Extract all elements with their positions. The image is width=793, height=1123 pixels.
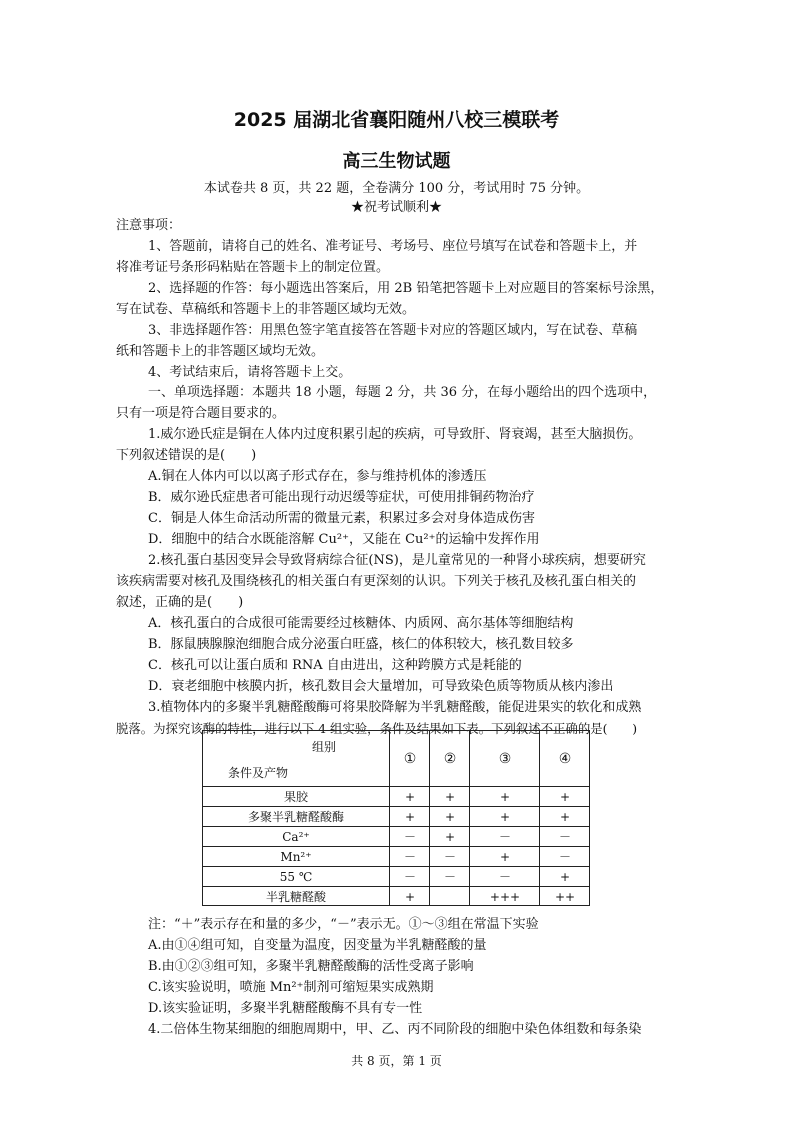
note-4: 4、考试结束后，请将答题卡上交。 (148, 365, 352, 380)
exam-title: 2025 届湖北省襄阳随州八校三模联考 (233, 109, 560, 131)
table-cell: + (404, 810, 416, 824)
q1-option-d: D．细胞中的结合水既能溶解 Cu²⁺，又能在 Cu²⁺的运输中发挥作用 (148, 532, 540, 547)
group-header-4: ④ (558, 751, 572, 767)
row-label-temperature: 55 ℃ (279, 870, 313, 884)
table-cell: + (404, 890, 416, 904)
q3-option-c: C.该实验说明，喷施 Mn²⁺制剂可缩短果实成熟期 (148, 980, 434, 995)
group-header-1: ① (403, 751, 417, 767)
table-cell: － (558, 830, 571, 844)
table-cell: + (559, 810, 571, 824)
table-cell: +++ (489, 890, 521, 904)
q1-option-b: B．威尔逊氏症患者可能出现行动迟缓等症状，可使用排铜药物治疗 (148, 490, 535, 505)
table-corner-bottom: 条件及产物 (228, 766, 289, 780)
row-label-calcium: Ca²⁺ (282, 830, 310, 844)
table-cell: － (403, 830, 416, 844)
row-label-manganese: Mn²⁺ (280, 850, 312, 864)
q2-option-a: A．核孔蛋白的合成很可能需要经过核糖体、内质网、高尔基体等细胞结构 (148, 616, 574, 631)
q2-stem-line-1: 2.核孔蛋白基因变异会导致肾病综合征(NS)，是儿童常见的一种肾小球疾病，想要研究 (148, 553, 646, 568)
table-cell: + (559, 790, 571, 804)
q1-stem-line-2: 下列叙述错误的是( ) (116, 448, 257, 463)
table-cell: ++ (554, 890, 576, 904)
exam-wish: ★祝考试顺利★ (350, 200, 442, 215)
notes-heading: 注意事项： (116, 218, 182, 233)
exam-info: 本试卷共 8 页，共 22 题，全卷满分 100 分，考试用时 75 分钟。 (203, 181, 590, 196)
q3-option-b: B.由①②③组可知，多聚半乳糖醛酸酶的活性受离子影响 (148, 959, 474, 974)
table-cell: － (403, 870, 416, 884)
table-cell: － (443, 870, 456, 884)
table-cell: － (443, 850, 456, 864)
row-label-enzyme: 多聚半乳糖醛酸酶 (247, 810, 344, 824)
table-cell: + (499, 810, 511, 824)
table-cell: + (444, 790, 456, 804)
note-2-line-1: 2、选择题的作答：每小题选出答案后，用 2B 铅笔把答题卡上对应题目的答案标号涂黑， (148, 281, 664, 296)
note-1-line-2: 将准考证号条形码粘贴在答题卡上的制定位置。 (116, 260, 390, 275)
table-cell: + (499, 790, 511, 804)
note-3-line-2: 纸和答题卡上的非答题区域均无效。 (116, 344, 325, 359)
q1-option-a: A.铜在人体内可以以离子形式存在，参与维持机体的渗透压 (148, 469, 487, 484)
table-cell: － (498, 830, 511, 844)
note-2-line-2: 写在试卷、草稿纸和答题卡上的非答题区域均无效。 (116, 302, 416, 317)
table-cell: + (499, 850, 511, 864)
table-cell: + (444, 830, 456, 844)
section-intro-line-2: 只有一项是符合题目要求的。 (116, 406, 286, 421)
group-header-3: ③ (498, 751, 512, 767)
q4-stem-line-1: 4.二倍体生物某细胞的细胞周期中，甲、乙、丙不同阶段的细胞中染色体组数和每条染 (148, 1022, 642, 1037)
row-label-product: 半乳糖醛酸 (265, 890, 326, 904)
q3-stem-line-1: 3.植物体内的多聚半乳糖醛酸酶可将果胶降解为半乳糖醛酸，能促进果实的软化和成熟 (148, 700, 642, 715)
q2-option-d: D．衰老细胞中核膜内折，核孔数目会大量增加，可导致染色质等物质从核内渗出 (148, 679, 614, 694)
table-corner-top: 组别 (312, 740, 337, 754)
q2-option-c: C．核孔可以让蛋白质和 RNA 自由进出，这种跨膜方式是耗能的 (148, 658, 522, 673)
table-cell: + (404, 790, 416, 804)
table-cell: + (444, 810, 456, 824)
q3-option-a: A.由①④组可知，自变量为温度，因变量为半乳糖醛酸的量 (148, 938, 487, 953)
row-label-pectin: 果胶 (283, 790, 308, 804)
q2-stem-line-2: 该疾病需要对核孔及围绕核孔的相关蛋白有更深刻的认识。下列关于核孔及核孔蛋白相关的 (116, 574, 637, 589)
exam-subtitle: 高三生物试题 (342, 151, 451, 172)
table-cell: － (403, 850, 416, 864)
q1-stem-line-1: 1.威尔逊氏症是铜在人体内过度积累引起的疾病，可导致肝、肾衰竭，甚至大脑损伤。 (148, 427, 642, 442)
section-intro-line-1: 一、单项选择题：本题共 18 小题，每题 2 分，共 36 分，在每小题给出的四个选项中， (148, 385, 657, 400)
group-header-2: ② (443, 751, 457, 767)
table-cell: － (558, 850, 571, 864)
note-3-line-1: 3、非选择题作答：用黑色签字笔直接答在答题卡对应的答题区域内，写在试卷、草稿 (148, 323, 638, 338)
q3-table-note: 注：“＋”表示存在和量的多少，“－”表示无。①～③组在常温下实验 (148, 917, 539, 932)
q1-option-c: C．铜是人体生命活动所需的微量元素，积累过多会对身体造成伤害 (148, 511, 535, 526)
experiment-table (202, 730, 590, 906)
note-1-line-1: 1、答题前，请将自己的姓名、准考证号、考场号、座位号填写在试卷和答题卡上，并 (148, 239, 638, 254)
page-footer: 共 8 页，第 1 页 (351, 1054, 442, 1068)
table-cell: + (559, 870, 571, 884)
q3-option-d: D.该实验证明，多聚半乳糖醛酸酶不具有专一性 (148, 1001, 423, 1016)
q3-stem-line-2: 脱落。为探究该酶的特性，进行以下 4 组实验，条件及结果如下表。下列叙述不正确的是( ) (116, 721, 638, 736)
q2-stem-line-3: 叙述，正确的是( ) (116, 595, 244, 610)
q2-option-b: B．豚鼠胰腺腺泡细胞合成分泌蛋白旺盛，核仁的体积较大，核孔数目较多 (148, 637, 574, 652)
table-cell: － (498, 870, 511, 884)
